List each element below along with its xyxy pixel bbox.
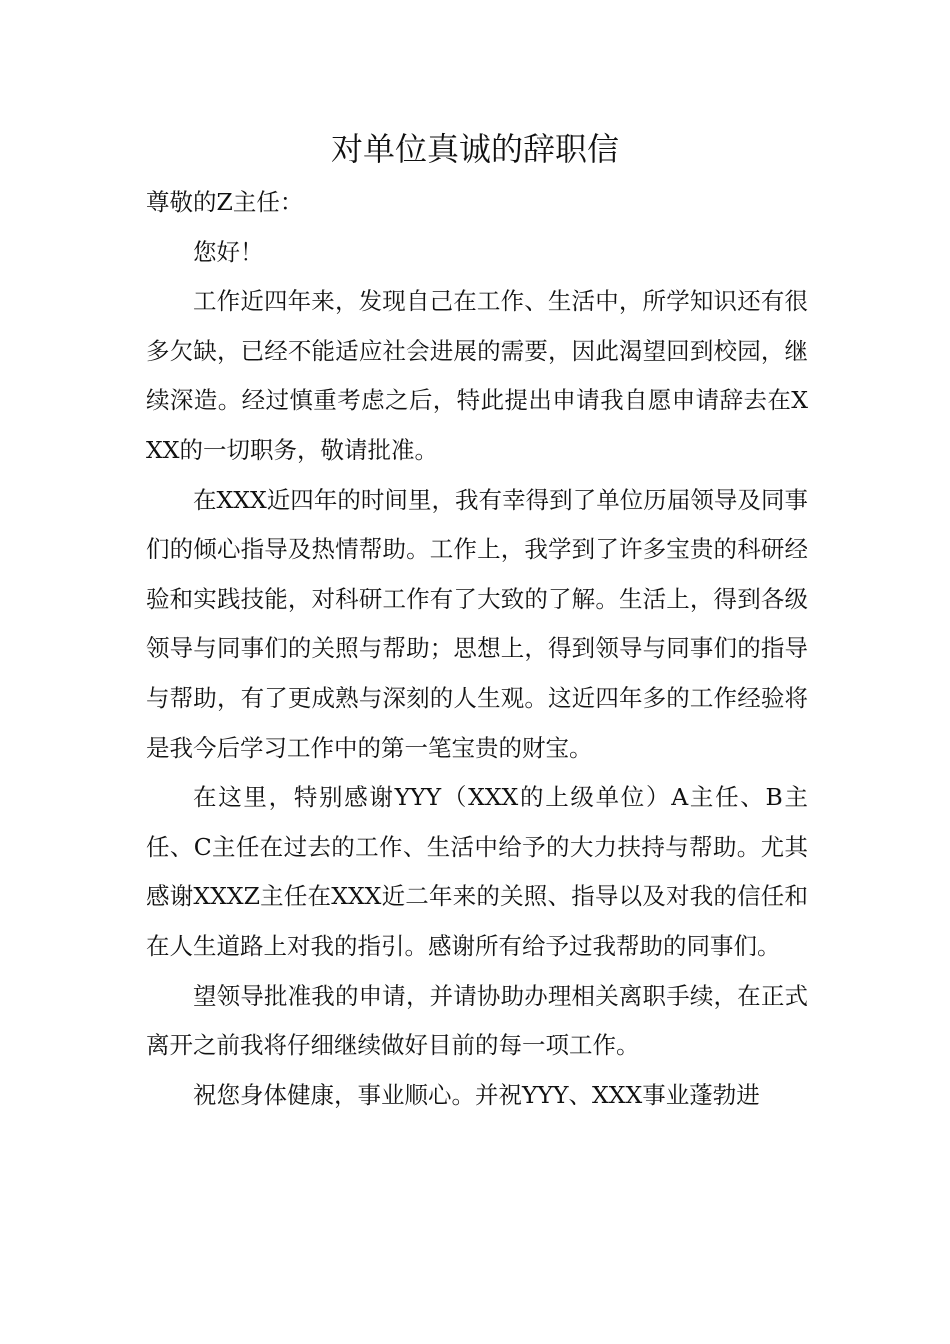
letter-greeting: 您好！ — [193, 237, 264, 266]
letter-body — [146, 178, 808, 1120]
document-title: 对单位真诚的辞职信 — [330, 130, 619, 168]
letter-paragraph-2: 在XXX近四年的时间里，我有幸得到了单位历届领导及同事们的倾心指导及热情帮助。工作上，我学到了许多宝贵的科研经验和实践技能，对科研工作有了大致的了解。生活上，得到各级领导与同事们的关照与帮助；思想上，得到领导与同事们的指导与帮助，有了更成熟与深刻的人生观。这近四年多的工作经验将是我今后学习工作中的第一笔宝贵的财宝。 — [146, 485, 808, 762]
letter-salutation: 尊敬的Z主任： — [146, 188, 304, 216]
letter-paragraph-3: 在这里，特别感谢YYY（XXX的上级单位）A主任、B主任、C主任在过去的工作、生活中给予的大力扶持与帮助。尤其感谢XXXZ主任在XXX近二年来的关照、指导以及对我的信任和在人生道路上对我的指引。感谢所有给予过我帮助的同事们。 — [146, 783, 808, 960]
letter-paragraph-4: 望领导批准我的申请，并请协助办理相关离职手续，在正式离开之前我将仔细继续做好目前的每一项工作。 — [146, 981, 808, 1060]
letter-paragraph-5: 祝您身体健康，事业顺心。并祝YYY、XXX事业蓬勃进 — [193, 1080, 760, 1109]
letter-paragraph-1: 工作近四年来，发现自己在工作、生活中，所学知识还有很多欠缺，已经不能适应社会进展的需要，因此渴望回到校园，继续深造。经过慎重考虑之后，特此提出申请我自愿申请辞去在XXX的一切职务，敬请批准。 — [146, 287, 808, 464]
